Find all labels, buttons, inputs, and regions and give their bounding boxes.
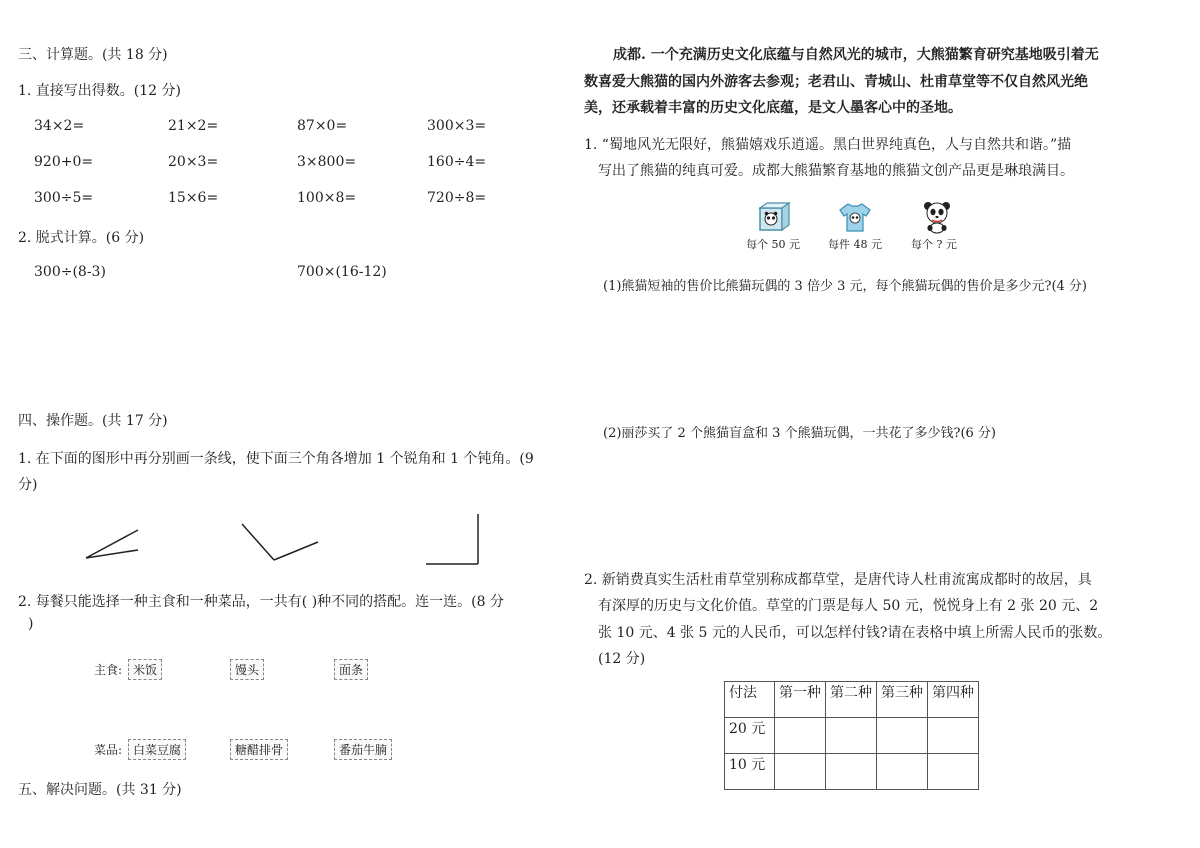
p1-sub-question-2: (2)丽莎买了 2 个熊猫盲盒和 3 个熊猫玩偶，一共花了多少钱?(6 分) bbox=[603, 426, 997, 441]
q2-item: 700×(16-12) bbox=[297, 264, 387, 280]
p2-line: 有深厚的历史与文化价值。草堂的门票是每人 50 元，悦悦身上有 2 张 20 元、2 bbox=[598, 598, 1099, 614]
op1-text-line2: 分) bbox=[18, 477, 38, 493]
table-row bbox=[725, 718, 979, 754]
p2-line: 2. 新销费真实生活杜甫草堂别称成都草堂，是唐代诗人杜甫流寓成都时的故居，具 bbox=[584, 572, 1092, 588]
table-input-cell[interactable] bbox=[877, 754, 928, 790]
table-input-cell[interactable] bbox=[877, 718, 928, 754]
op1-text-line1: 1. 在下面的图形中再分别画一条线，使下面三个角各增加 1 个锐角和 1 个钝角。(9 bbox=[18, 451, 534, 467]
table-row bbox=[725, 754, 979, 790]
p2-line: 张 10 元、4 张 5 元的人民币，可以怎样付钱?请在表格中填上所需人民币的张数。 bbox=[598, 625, 1112, 641]
q2-item: 300÷(8-3) bbox=[34, 264, 106, 280]
table-header-cell: 第二种 bbox=[826, 682, 877, 718]
staple-label: 主食: bbox=[94, 663, 123, 677]
q1-item: 20×3= bbox=[168, 154, 219, 170]
angle-figure-2 bbox=[242, 524, 318, 560]
q1-item: 160÷4= bbox=[427, 154, 487, 170]
table-row-label: 10 元 bbox=[725, 754, 775, 790]
q1-item: 87×0= bbox=[297, 118, 348, 134]
staple-box[interactable]: 馒头 bbox=[230, 659, 264, 680]
angle-figures bbox=[80, 508, 500, 572]
q1-item: 100×8= bbox=[297, 190, 357, 206]
table-header-cell: 第三种 bbox=[877, 682, 928, 718]
op2-text-line2: ) bbox=[28, 616, 34, 632]
p2-line: (12 分) bbox=[598, 651, 646, 667]
payment-table bbox=[724, 681, 979, 790]
angle-figure-1 bbox=[86, 530, 138, 558]
q2-title: 2. 脱式计算。(6 分) bbox=[18, 230, 145, 246]
table-input-cell[interactable] bbox=[826, 718, 877, 754]
table-header-cell: 第一种 bbox=[775, 682, 826, 718]
section-4-title: 四、操作题。(共 17 分) bbox=[18, 413, 168, 429]
price-label: 每件 48 元 bbox=[828, 238, 882, 251]
table-header-row bbox=[725, 682, 979, 718]
price-label: 每个 50 元 bbox=[746, 238, 800, 251]
dish-box[interactable]: 糖醋排骨 bbox=[230, 739, 288, 760]
q1-item: 21×2= bbox=[168, 118, 219, 134]
table-header-cell: 付法 bbox=[725, 682, 775, 718]
q1-item: 300×3= bbox=[427, 118, 487, 134]
p1-line1: 1. “蜀地风光无限好，熊猫嬉戏乐逍遥。黑白世界纯真色，人与自然共和谐。”描 bbox=[584, 137, 1072, 153]
q1-item: 34×2= bbox=[34, 118, 85, 134]
table-input-cell[interactable] bbox=[826, 754, 877, 790]
staple-box[interactable]: 米饭 bbox=[128, 659, 162, 680]
table-input-cell[interactable] bbox=[775, 718, 826, 754]
q1-item: 15×6= bbox=[168, 190, 219, 206]
q1-title: 1. 直接写出得数。(12 分) bbox=[18, 83, 181, 99]
q1-item: 920+0= bbox=[34, 154, 94, 170]
p1-line2: 写出了熊猫的纯真可爱。成都大熊猫繁育基地的熊猫文创产品更是琳琅满目。 bbox=[598, 163, 1074, 179]
op2-text-line1: 2. 每餐只能选择一种主食和一种菜品，一共有( )种不同的搭配。连一连。(8 分 bbox=[18, 594, 504, 610]
dish-label: 菜品: bbox=[94, 743, 123, 757]
dish-box[interactable]: 番茄牛腩 bbox=[334, 739, 392, 760]
table-input-cell[interactable] bbox=[928, 718, 979, 754]
price-label: 每个 ? 元 bbox=[911, 238, 957, 251]
panda-doll-icon bbox=[921, 200, 953, 234]
angle-figure-3 bbox=[426, 514, 478, 564]
intro-line: 成都. 一个充满历史文化底蕴与自然风光的城市，大熊猫繁育研究基地吸引着无 bbox=[613, 47, 1099, 63]
q1-item: 3×800= bbox=[297, 154, 357, 170]
p1-sub-question-1: (1)熊猫短袖的售价比熊猫玩偶的 3 倍少 3 元，每个熊猫玩偶的售价是多少元?(4 分) bbox=[603, 279, 1088, 294]
intro-line: 数喜爱大熊猫的国内外游客去参观；老君山、青城山、杜甫草堂等不仅自然风光绝 bbox=[584, 74, 1088, 90]
table-row-label: 20 元 bbox=[725, 718, 775, 754]
intro-line: 美，还承载着丰富的历史文化底蕴，是文人墨客心中的圣地。 bbox=[584, 100, 962, 116]
staple-box[interactable]: 面条 bbox=[334, 659, 368, 680]
blind-box-icon bbox=[757, 201, 791, 233]
table-input-cell[interactable] bbox=[775, 754, 826, 790]
tshirt-icon bbox=[839, 201, 871, 233]
dish-box[interactable]: 白菜豆腐 bbox=[128, 739, 186, 760]
table-input-cell[interactable] bbox=[928, 754, 979, 790]
section-3-title: 三、计算题。(共 18 分) bbox=[18, 47, 168, 63]
table-header-cell: 第四种 bbox=[928, 682, 979, 718]
q1-item: 720÷8= bbox=[427, 190, 487, 206]
section-5-title: 五、解决问题。(共 31 分) bbox=[18, 782, 182, 798]
q1-item: 300÷5= bbox=[34, 190, 94, 206]
